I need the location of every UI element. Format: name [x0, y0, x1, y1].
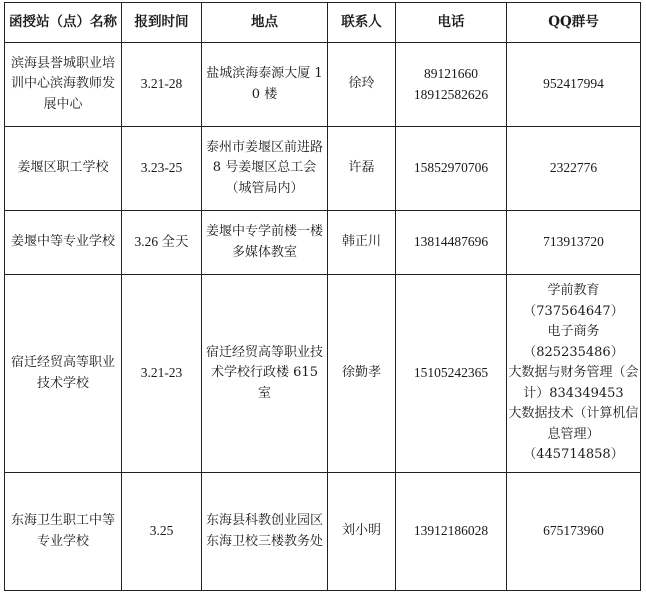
table-row — [5, 43, 641, 127]
report-date: 3.25 — [122, 473, 202, 591]
report-date: 3.23-25 — [122, 127, 202, 211]
qq-group: 952417994 — [507, 43, 641, 127]
header-date: 报到时间 — [122, 3, 202, 43]
table-row — [5, 275, 641, 473]
qq-group-line: 大数据技术（计算机信息管理） — [508, 406, 639, 442]
table-row — [5, 473, 641, 591]
qq-group: 675173960 — [507, 473, 641, 591]
contact-person: 徐玲 — [328, 43, 396, 127]
station-name: 东海卫生职工中等专业学校 — [5, 473, 122, 591]
station-name: 姜堰区职工学校 — [5, 127, 122, 211]
registration-table — [4, 2, 641, 591]
station-name: 滨海县誉城职业培训中心滨海教师发展中心 — [5, 43, 122, 127]
header-contact: 联系人 — [328, 3, 396, 43]
location: 姜堰中专学前楼一楼多媒体教室 — [202, 211, 328, 275]
qq-group: 713913720 — [507, 211, 641, 275]
qq-group-line: （445714858） — [523, 447, 624, 463]
header-phone: 电话 — [396, 3, 507, 43]
contact-person: 韩正川 — [328, 211, 396, 275]
qq-group — [507, 275, 641, 473]
location: 东海县科教创业园区东海卫校三楼教务处 — [202, 473, 328, 591]
location: 宿迁经贸高等职业技术学校行政楼 615 室 — [202, 275, 328, 473]
qq-group-line: 大数据与财务管理（会计）834349453 — [508, 365, 639, 401]
qq-group-line: （737564647） — [523, 303, 624, 319]
header-station: 函授站（点）名称 — [5, 3, 122, 43]
qq-group-line: 学前教育 — [547, 283, 600, 299]
phone-number: 15852970706 — [396, 127, 507, 211]
contact-person: 刘小明 — [328, 473, 396, 591]
contact-person: 徐勤孝 — [328, 275, 396, 473]
station-name: 宿迁经贸高等职业技术学校 — [5, 275, 122, 473]
phone-line: 18912582626 — [413, 86, 489, 102]
qq-group-line: 电子商务 — [547, 324, 600, 340]
header-address: 地点 — [202, 3, 328, 43]
station-name: 姜堰中等专业学校 — [5, 211, 122, 275]
table-row — [5, 211, 641, 275]
qq-group: 2322776 — [507, 127, 641, 211]
report-date: 3.21-28 — [122, 43, 202, 127]
header-qq: QQ群号 — [507, 3, 641, 43]
header-row — [5, 3, 641, 43]
location: 盐城滨海泰源大厦 10 楼 — [202, 43, 328, 127]
contact-person: 许磊 — [328, 127, 396, 211]
phone-number: 13814487696 — [396, 211, 507, 275]
phone-line: 89121660 — [424, 66, 478, 81]
report-date: 3.26 全天 — [122, 211, 202, 275]
phone-number: 15105242365 — [396, 275, 507, 473]
phone-number: 13912186028 — [396, 473, 507, 591]
location: 泰州市姜堰区前进路 8 号姜堰区总工会（城管局内） — [202, 127, 328, 211]
report-date: 3.21-23 — [122, 275, 202, 473]
phone-number — [396, 43, 507, 127]
table-row — [5, 127, 641, 211]
qq-group-line: （825235486） — [523, 344, 624, 360]
